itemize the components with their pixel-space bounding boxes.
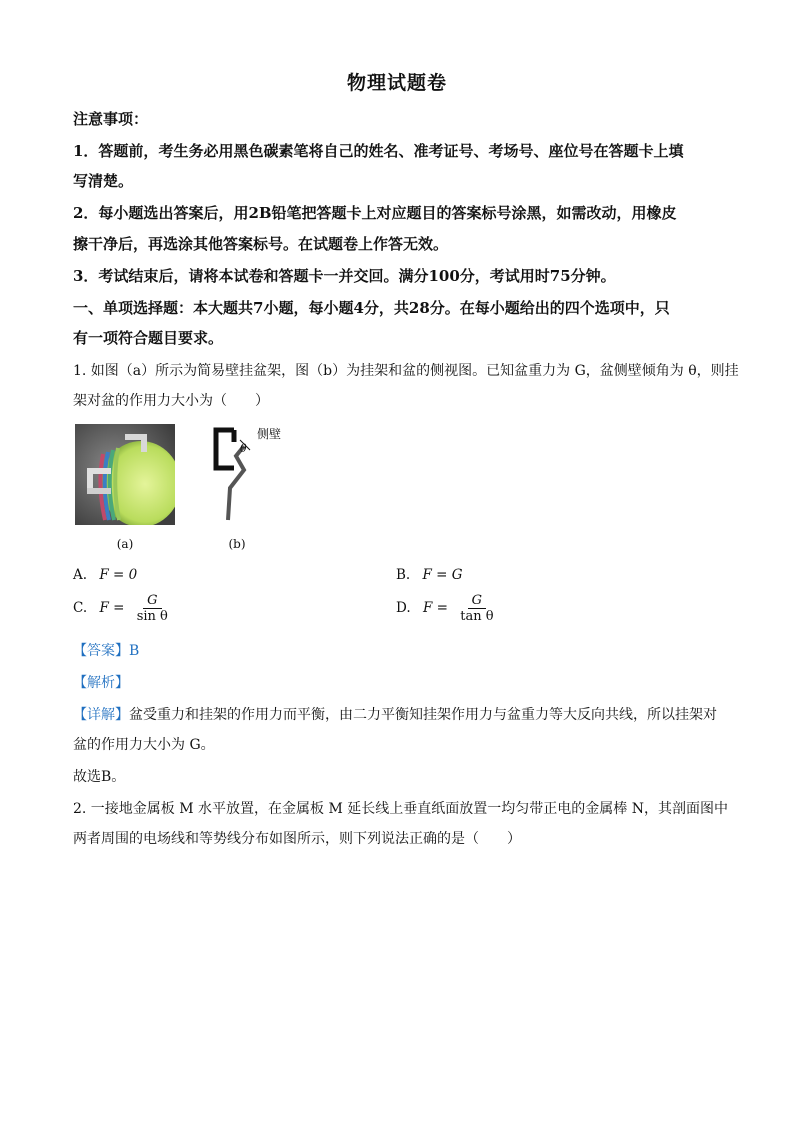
option-b-label: B. [396,567,411,583]
section-heading-a: 一、单项选择题：本大题共7小题，每小题4分，共28分。在每小题给出的四个选项中，只 [73,299,670,317]
option-a-expr: F = 0 [99,567,138,583]
option-d-denominator: tan θ [460,609,494,624]
q2-stem-a: 2. 一接地金属板 M 水平放置，在金属板 M 延长线上垂直纸面放置一均匀带正电的金属棒 N，其剖面图中 [73,801,728,817]
option-c-fraction [133,593,172,624]
option-b-expr: F = G [422,567,463,583]
notice-item-1b: 写清楚。 [73,172,134,190]
q1-detail-a [73,704,723,724]
q1-analysis-tag: 【解析】 [73,675,129,691]
option-a[interactable] [73,567,137,583]
figure-a-caption: (a) [116,537,134,551]
q1-detail-b: 盆的作用力大小为 G。 [73,737,215,753]
option-c-numerator: G [143,593,161,609]
figure-b-wall-label: 侧壁 [257,427,282,441]
q1-conclusion: 故选B。 [73,769,126,785]
notice-item-2b: 擦干净后，再选涂其他答案标号。在试题卷上作答无效。 [73,235,449,253]
page-title: 物理试题卷 [346,72,447,94]
q1-detail-tag: 【详解】 [73,707,129,723]
notice-item-1a: 1．答题前，考生务必用黑色碳素笔将自己的姓名、准考证号、考场号、座位号在答题卡上填 [73,142,684,160]
notice-item-2a: 2．每小题选出答案后，用2B铅笔把答题卡上对应题目的答案标号涂黑，如需改动，用橡皮 [73,204,677,222]
option-c-lhs: F = [99,600,125,616]
option-d-numerator: G [468,593,486,609]
option-d-lhs: F = [422,600,448,616]
q1-stem-b: 架对盆的作用力大小为（ ） [73,393,269,409]
option-b[interactable] [396,567,463,583]
q2-stem-b: 两者周围的电场线和等势线分布如图所示，则下列说法正确的是（ ） [73,831,521,847]
q1-answer: 【答案】B [73,643,140,659]
option-d[interactable] [396,593,498,624]
figure-b-theta-label: θ [240,442,247,455]
q1-stem-a: 1. 如图（a）所示为简易壁挂盆架，图（b）为挂架和盆的侧视图。已知盆重力为 G，盆侧壁倾角为 θ，则挂 [73,363,739,379]
option-c[interactable] [73,593,172,624]
option-a-label: A. [73,567,88,583]
notice-item-3: 3．考试结束后，请将本试卷和答题卡一并交回。满分100分，考试用时75分钟。 [73,267,616,285]
notice-heading: 注意事项： [73,110,149,128]
option-c-label: C. [73,600,88,616]
option-d-label: D. [396,600,411,616]
option-d-fraction [456,593,497,624]
figure-a-photo [75,424,175,525]
option-c-denominator: sin θ [136,609,168,624]
q1-detail-text-a: 盆受重力和挂架的作用力而平衡，由二力平衡知挂架作用力与盆重力等大反向共线，所以挂架对 [129,707,717,723]
section-heading-b: 有一项符合题目要求。 [73,329,224,347]
figure-b-caption: (b) [228,537,246,551]
